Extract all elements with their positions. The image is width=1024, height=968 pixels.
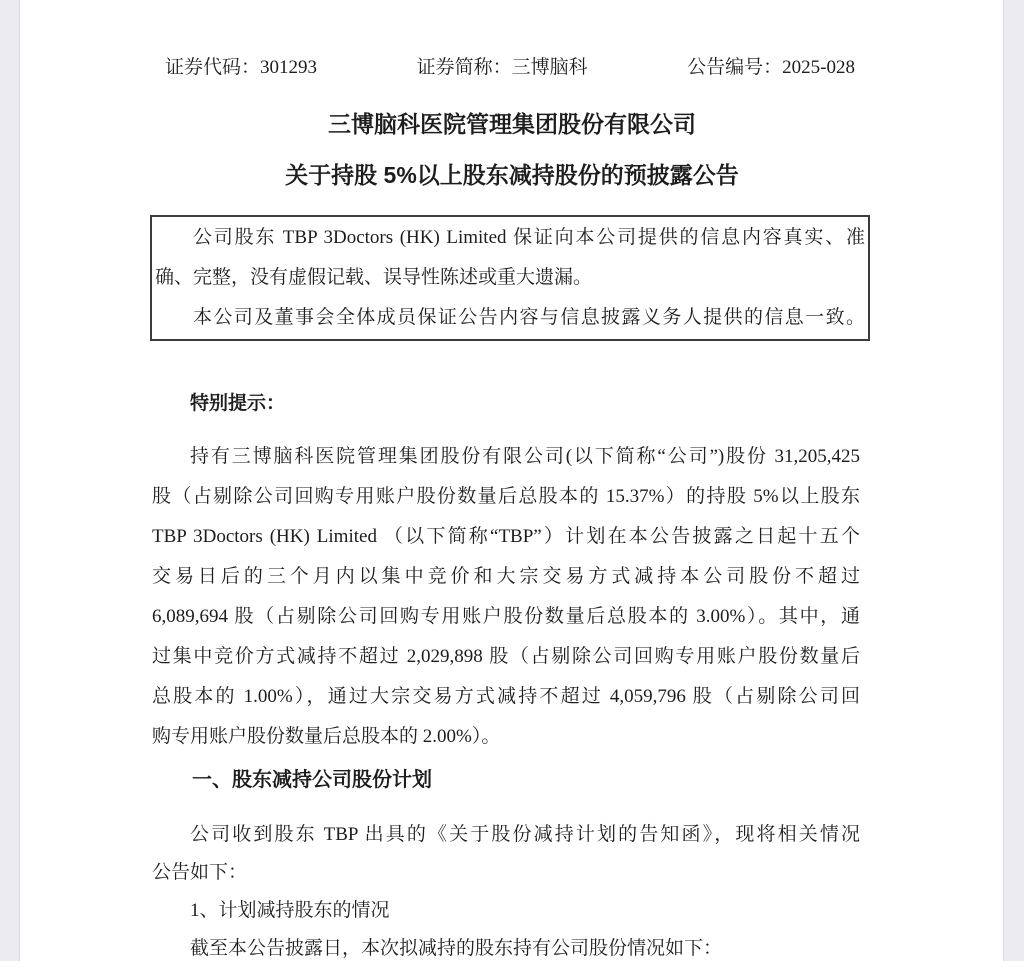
- special-notice-line: 持有三博脑科医院管理集团股份有限公司(以下简称“公司”)股份 31,205,425: [190, 446, 860, 467]
- special-notice-line: 股（占剔除公司回购专用账户股份数量后总股本的 15.37%）的持股 5%以上股东: [152, 486, 860, 507]
- special-notice-line: 购专用账户股份数量后总股本的 2.00%）。: [152, 726, 501, 747]
- section-one-line: 1、计划减持股东的情况: [190, 900, 390, 921]
- announcement-number: 公告编号：2025-028: [687, 57, 855, 78]
- special-notice-line: 6,089,694 股（占剔除公司回购专用账户股份数量后总股本的 3.00%）。其中，通: [152, 606, 860, 627]
- disclaimer-line: 公司股东 TBP 3Doctors (HK) Limited 保证向本公司提供的信息内容真实、准: [193, 227, 865, 248]
- section-one-line: 公司收到股东 TBP 出具的《关于股份减持计划的告知函》，现将相关情况: [190, 824, 860, 845]
- section-one-line: 截至本公告披露日，本次拟减持的股东持有公司股份情况如下：: [190, 938, 723, 959]
- special-notice-line: 总股本的 1.00%），通过大宗交易方式减持不超过 4,059,796 股（占剔除公司回: [152, 686, 860, 707]
- announcement-title: 关于持股 5%以上股东减持股份的预披露公告: [285, 162, 739, 188]
- special-notice-line: TBP 3Doctors (HK) Limited （以下简称“TBP”）计划在本公告披露之日起十五个: [152, 526, 860, 547]
- disclaimer-box: [150, 215, 870, 341]
- document-header-row: [165, 57, 855, 79]
- disclaimer-line: 确、完整，没有虚假记载、误导性陈述或重大遗漏。: [155, 267, 593, 288]
- section-one-heading: 一、股东减持公司股份计划: [192, 769, 432, 791]
- document-body: [152, 384, 860, 968]
- disclaimer-line: 本公司及董事会全体成员保证公告内容与信息披露义务人提供的信息一致。: [193, 307, 865, 328]
- special-notice-line: 交易日后的三个月内以集中竞价和大宗交易方式减持本公司股份不超过: [152, 566, 860, 587]
- stock-code: 证券代码：301293: [165, 57, 318, 78]
- stock-name: 证券简称：三博脑科: [416, 57, 588, 78]
- special-notice-heading: 特别提示：: [190, 393, 286, 414]
- section-one-line: 公告如下：: [152, 862, 248, 883]
- viewer-right-gutter: [1003, 0, 1024, 961]
- special-notice-line: 过集中竞价方式减持不超过 2,029,898 股（占剔除公司回购专用账户股份数量后: [152, 646, 860, 667]
- company-title: 三博脑科医院管理集团股份有限公司: [328, 111, 696, 137]
- viewer-left-gutter: [0, 0, 20, 961]
